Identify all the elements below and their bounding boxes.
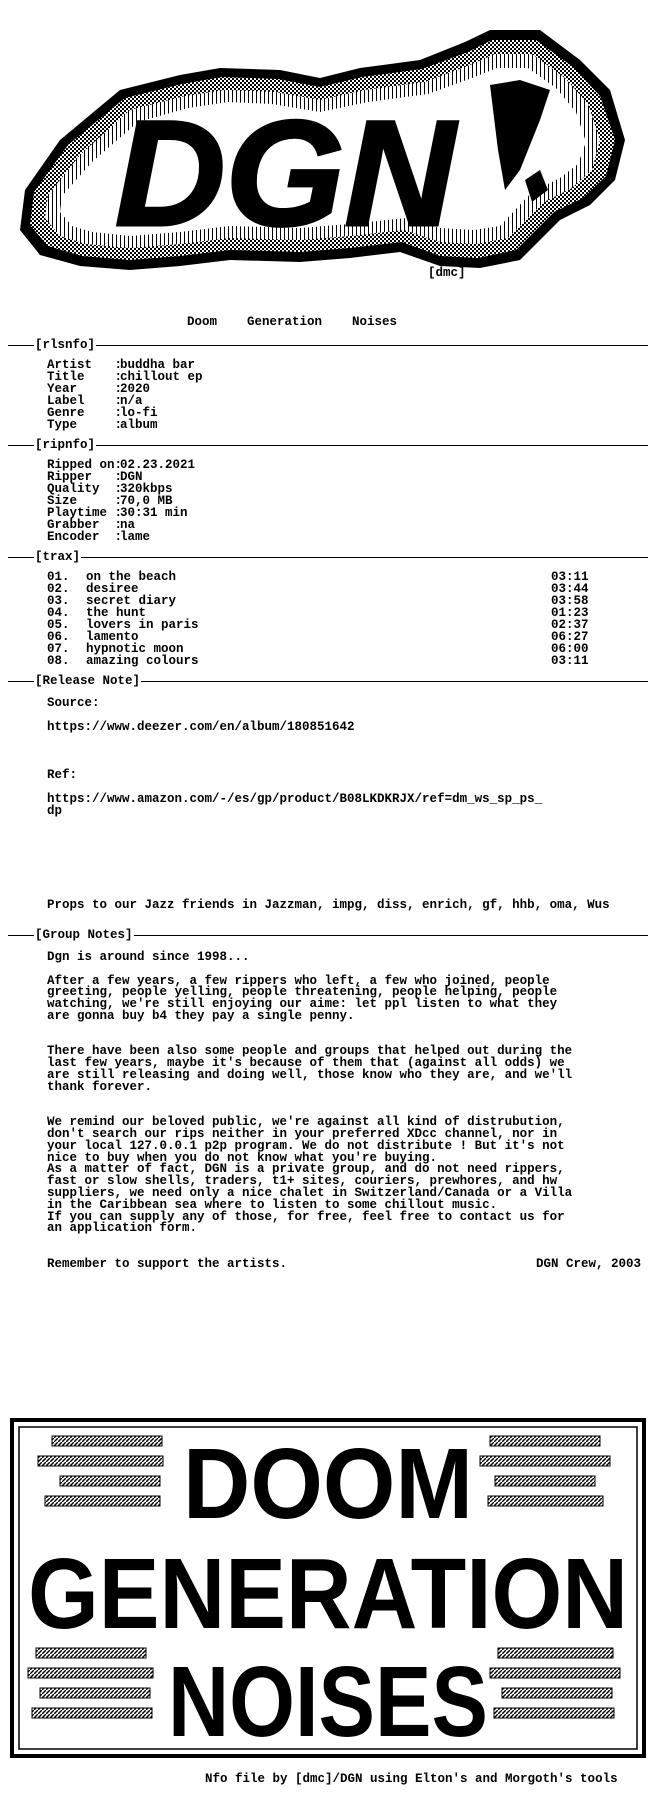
group-note-line: suppliers, we need only a nice chalet in Switzerland/Canada or a Villa — [47, 1186, 573, 1200]
divider-rlsnfo — [8, 345, 648, 346]
track-title: secret diary — [86, 594, 177, 608]
section-title-group-notes: [Group Notes] — [35, 928, 133, 942]
track-title: the hunt — [86, 606, 147, 620]
track-title: lamento — [86, 630, 139, 644]
info-value: 70,0 MB — [120, 494, 173, 508]
info-label: Label : — [47, 394, 123, 408]
info-label: Genre : — [47, 406, 123, 420]
info-value: lo-fi — [120, 406, 158, 420]
props-line: Props to our Jazz friends in Jazzman, impg, diss, enrich, gf, hhb, oma, Wus — [47, 898, 610, 912]
track-title: amazing colours — [86, 654, 199, 668]
group-note-line: Dgn is around since 1998... — [47, 950, 250, 964]
divider-ripnfo — [8, 445, 648, 446]
dgn-logo — [20, 30, 640, 285]
group-note-line: an application form. — [47, 1221, 198, 1236]
info-value: buddha bar — [120, 358, 196, 372]
info-value: 02.23.2021 — [120, 458, 196, 472]
section-title-ripnfo: [ripnfo] — [35, 438, 96, 452]
info-label: Title : — [47, 370, 123, 384]
group-note-line: in the Caribbean sea where to listen to some chillout music. — [47, 1197, 498, 1212]
group-note-line: greeting, people yelling, people threatening, people helping, people — [47, 985, 558, 1000]
logo-letters: DGN — [115, 89, 458, 257]
banner-word-generation: GENERATION — [28, 1538, 628, 1650]
dgn-banner — [10, 1418, 646, 1758]
info-value: album — [120, 418, 158, 432]
track-title: lovers in paris — [86, 618, 199, 632]
signature: DGN Crew, 2003 — [536, 1257, 642, 1271]
info-label: Encoder : — [47, 530, 123, 544]
track-duration: 01:23 — [551, 606, 589, 620]
group-note-line: There have been also some people and groups that helped out during the — [47, 1044, 573, 1059]
ref-label: Ref: — [47, 768, 78, 782]
group-note-line: are still releasing and doing well, those know who they are, and we'll — [47, 1068, 573, 1082]
info-value: chillout ep — [120, 370, 203, 384]
info-value: lame — [120, 530, 151, 544]
info-label: Grabber : — [47, 518, 123, 532]
footer-credit: Nfo file by [dmc]/DGN using Elton's and Morgoth's tools — [205, 1772, 618, 1786]
group-note-line: watching, we're still enjoying our aime: let ppl listen to what they — [47, 997, 558, 1012]
track-duration: 03:11 — [551, 570, 589, 584]
track-duration: 06:27 — [551, 630, 589, 644]
track-number: 07. — [47, 642, 70, 656]
section-title-rlsnfo: [rlsnfo] — [35, 338, 96, 352]
track-number: 05. — [47, 618, 70, 632]
banner-word-noises: NOISES — [168, 1646, 488, 1758]
track-duration: 02:37 — [551, 618, 589, 632]
group-note-line: don't search our rips neither in your preferred XDcc channel, nor in — [47, 1127, 558, 1141]
track-title: desiree — [86, 582, 139, 596]
track-title: on the beach — [86, 570, 177, 584]
group-note-line: As a matter of fact, DGN is a private group, and do not need rippers, — [47, 1162, 565, 1177]
track-number: 02. — [47, 582, 70, 596]
info-label: Artist : — [47, 358, 123, 372]
info-label: Size : — [47, 494, 123, 508]
info-value: 2020 — [120, 382, 151, 396]
track-duration: 06:00 — [551, 642, 589, 656]
track-number: 06. — [47, 630, 70, 644]
group-note-line: last few years, maybe it's because of them that (against all odds) we — [47, 1056, 565, 1071]
source-url[interactable]: https://www.deezer.com/en/album/180851642 — [47, 720, 355, 734]
group-note-line: your local 127.0.0.1 p2p program. We do not distribute ! But it's not — [47, 1138, 565, 1153]
info-value: 320kbps — [120, 482, 173, 496]
track-duration: 03:11 — [551, 654, 589, 668]
group-note-line: After a few years, a few rippers who left, a few who joined, people — [47, 973, 550, 988]
logo-credit: [dmc] — [428, 266, 466, 280]
group-note-line: Remember to support the artists. — [47, 1256, 288, 1271]
info-label: Year : — [47, 382, 123, 396]
group-note-line: fast or slow shells, traders, t1+ sites, couriers, prewhores, and hw — [47, 1174, 558, 1189]
info-value: DGN — [120, 470, 143, 484]
info-label: Ripper : — [47, 470, 123, 484]
source-label: Source: — [47, 696, 100, 710]
group-note-line: are gonna buy b4 they pay a single penny. — [47, 1009, 355, 1023]
track-number: 08. — [47, 654, 70, 668]
info-value: n/a — [120, 394, 143, 408]
track-duration: 03:44 — [551, 582, 589, 596]
divider-trax — [8, 557, 648, 558]
info-value: na — [120, 518, 136, 532]
info-label: Type : — [47, 418, 123, 432]
ref-url[interactable]: https://www.amazon.com/-/es/gp/product/B08LKDKRJX/ref=dm_ws_sp_ps_ — [47, 792, 543, 806]
info-label: Playtime : — [47, 506, 123, 520]
info-value: 30:31 min — [120, 506, 188, 520]
ref-url-continued[interactable]: dp — [47, 804, 63, 818]
banner-word-doom: DOOM — [183, 1428, 473, 1540]
info-label: Quality : — [47, 482, 123, 496]
group-note-line: If you can supply any of those, for free, feel free to contact us for — [47, 1209, 565, 1224]
group-note-line: nice to buy when you do not know what you're buying. — [47, 1150, 438, 1165]
track-title: hypnotic moon — [86, 642, 184, 656]
group-note-line: We remind our beloved public, we're against all kind of distrubution, — [47, 1115, 565, 1130]
track-number: 03. — [47, 594, 70, 608]
section-title-trax: [trax] — [35, 550, 81, 564]
info-label: Ripped on: — [47, 458, 123, 472]
track-number: 01. — [47, 570, 70, 584]
group-note-line: thank forever. — [47, 1079, 153, 1094]
group-tagline: Doom Generation Noises — [187, 315, 398, 329]
track-number: 04. — [47, 606, 70, 620]
track-duration: 03:58 — [551, 594, 589, 608]
section-title-release-note: [Release Note] — [35, 674, 141, 688]
